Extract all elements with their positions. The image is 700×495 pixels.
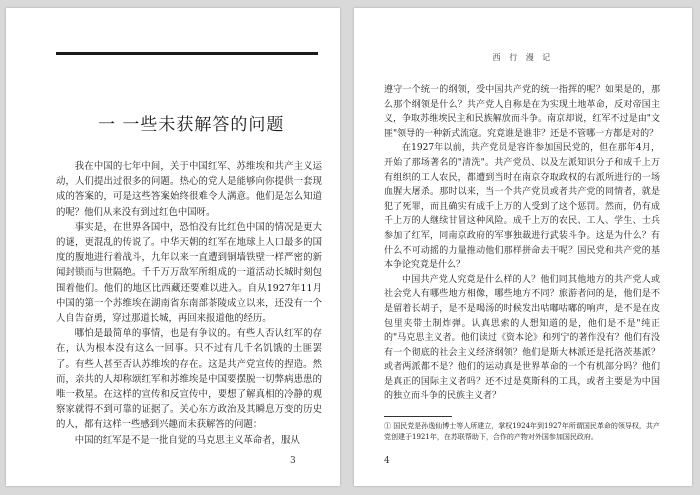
footnote-rule	[384, 416, 452, 417]
paragraph: 事实是，在世界各国中，恐怕没有比红色中国的情况是更大的谜，更混乱的传说了。中华天朝的红军在地球上人口最多的国度的腹地进行着战斗，九年以来一直遭到铜墙铁壁一样严密的新闻封锁而与世隔绝。千千万万敌军所组成的一道活动长城时刻包围着他们。他们的地区比西藏还要难以进入。自从1927年11月中国的第一个苏维埃在湖南省东南部茶陵成立以来，还没有一个人自告奋勇，穿过那道长城，再回来报道他的经历。	[56, 221, 322, 325]
paragraph: 哪怕是最简单的事情，也是有争议的。有些人否认红军的存在，认为根本没有这么一回事。只不过有几千名饥饿的土匪罢了。有些人甚至否认苏维埃的存在。这是共产党宣传的捏造。然而，亲共的人却称颂红军和苏维埃是中国要摆脱一切弊病患患的唯一救星。在这样的宣传和反宣传中，要想了解真相的冷静的观察家就得不到可靠的证据了。关心东方政治及其瞬息万变的历史的人，都有这样一些感到兴趣而未获解答的问题：	[56, 328, 322, 431]
paragraph: 中国共产党人究竟是什么样的人？他们同其他地方的共产党人或社会党人有哪些地方相像，哪些地方不同？旅游者问的是，他们是不是留着长胡子，是不是喝汤的时候发出咕嘟咕嘟的响声，是不是在皮包里夹带土制炸弹。认真思索的人想知道的是，他们是不是"纯正的"马克思主义者。他们读过《资本论》和列宁的著作没有？他们有没有一个彻底的社会主义经济纲领？他们是斯大林派还是托洛茨基派？或者两派都不是？他们的运动真是世界革命的一个有机部分吗？他们是真正的国际主义者吗？还不过是莫斯科的工具，或者主要是为中国的独立而斗争的民族主义者？	[384, 274, 660, 402]
chapter-title: 一 一些未获解答的问题	[98, 115, 285, 135]
paragraph: 我在中国的七年中间，关于中国红军、苏维埃和共产主义运动，人们提出过很多的问题。热心的党人是能够向你提供一套现成的答案的，可是这些答案始终很难令人满意。他们是怎么知道的呢？他们从来没有到过红色中国呀。	[56, 161, 322, 218]
footnote	[384, 421, 660, 442]
right-body-text	[384, 83, 660, 404]
paragraph: 中国的红军是不是一批自觉的马克思主义革命者，服从	[74, 434, 300, 446]
right-page	[354, 8, 692, 486]
footnote-text: 国民党是孙逸仙博士等人所建立，掌权1924年到1927年所谓国民革命的领导权，共产党创建于1921年，在苏联帮助下，合作的产物对外国参加国民政府。	[384, 422, 660, 441]
page-number: 3	[290, 456, 296, 466]
chapter-heading-rule	[56, 52, 318, 55]
footnote-marker: ①	[384, 422, 391, 430]
left-body-text	[56, 159, 322, 448]
left-page	[6, 8, 340, 486]
running-head: 西 行 漫 记	[492, 53, 554, 62]
paragraph: 在1927年以前，共产党员是容许参加国民党的，但在那年4月，开始了那场著名的"清洗"。共产党员、以及左派知识分子和成千上万有组织的工人农民，都遭到当时在南京夺取政权的右派所进行的一场血腥大屠杀。那时以来，当一个共产党员或者共产党的同情者，就是犯了死罪，而且确实有成千上万的人受到了这个惩罚。然而，仍有成千上万的人继续甘冒这种风险。成千上万的农民、工人、学生、士兵参加了红军，同南京政府的军事独裁进行武装斗争。这是为什么？有什么不可动摇的力量推动他们那样拼命去干呢？国民党和共产党的基本争论究竟是什么？	[384, 143, 660, 271]
paragraph: 遵守一个统一的纲领，受中国共产党的统一指挥的呢？如果是的，那么那个纲领是什么？共产党人自称是在为实现土地革命，反对帝国主义，争取苏维埃民主和民族解放而斗争。南京却说，红军不过是由"文匪"领导的一种新式流寇。究竟谁是谁非？还是不管哪一方都是对的？	[384, 85, 660, 139]
page-number: 4	[384, 456, 390, 466]
